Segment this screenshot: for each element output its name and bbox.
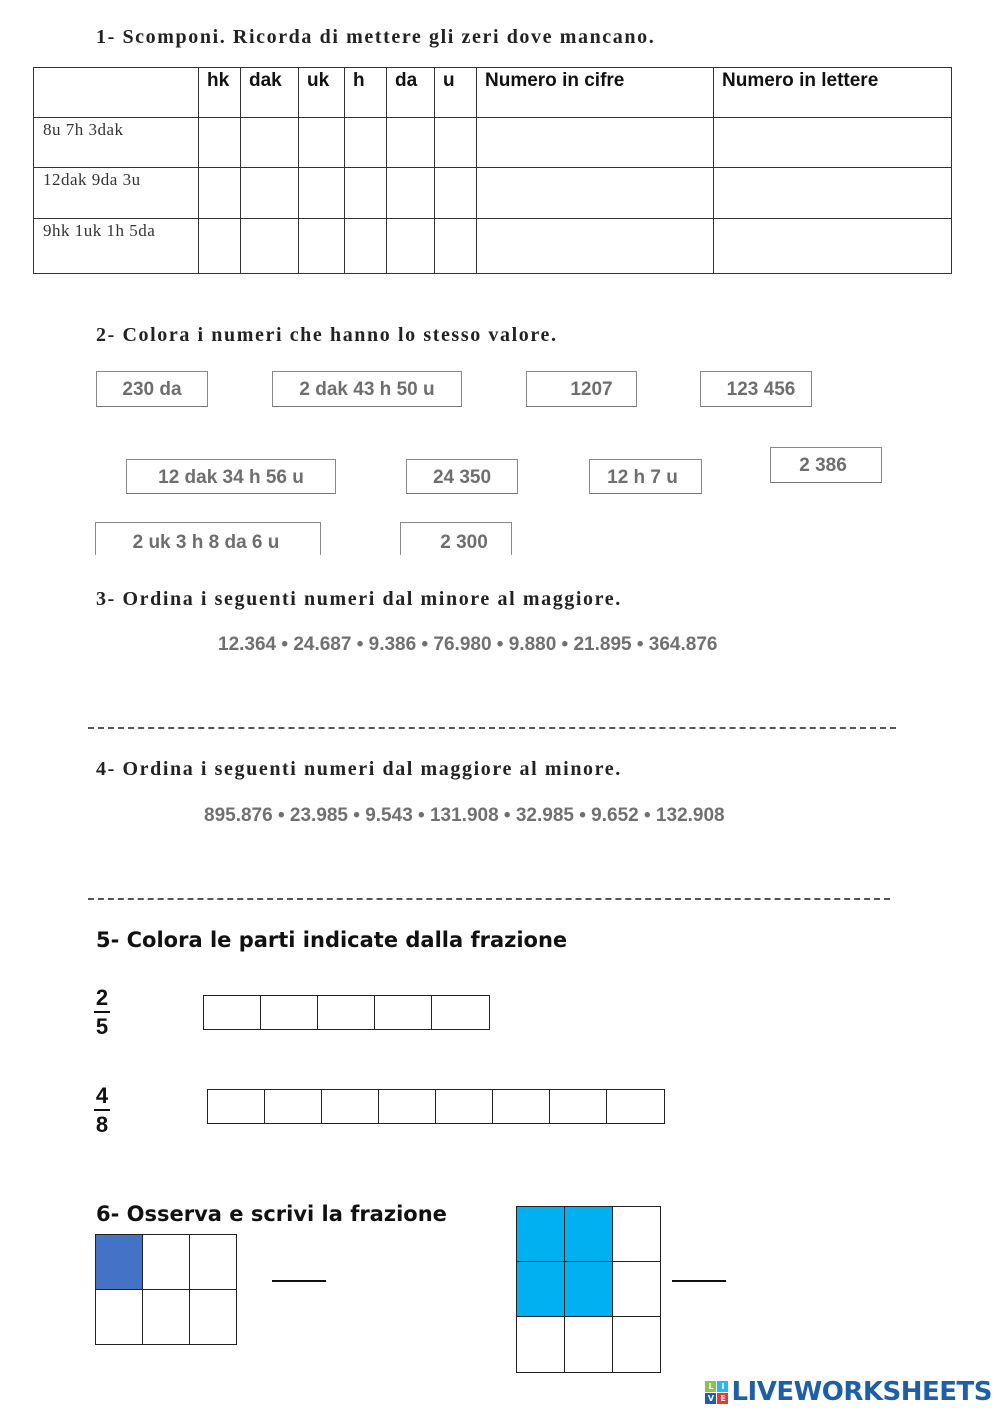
answer-cell[interactable]	[435, 168, 477, 219]
section2-title: 2- Colora i numeri che hanno lo stesso valore.	[96, 324, 558, 346]
grid-cell	[143, 1290, 190, 1345]
table-header-row	[34, 68, 952, 118]
grid-cell	[613, 1317, 661, 1373]
answer-cell[interactable]	[299, 168, 345, 219]
number-box[interactable]: 2 300	[400, 522, 512, 555]
table-row	[34, 118, 952, 168]
fraction-answer-blank[interactable]	[272, 1280, 326, 1282]
header-numero-cifre: Numero in cifre	[477, 68, 714, 118]
number-box[interactable]: 2 uk 3 h 8 da 6 u	[95, 522, 321, 555]
grid-cell	[517, 1207, 565, 1262]
answer-cell[interactable]	[387, 118, 435, 168]
answer-cell[interactable]	[345, 118, 387, 168]
answer-cell[interactable]	[199, 118, 241, 168]
grid-cell	[143, 1235, 190, 1290]
section5-title: 5- Colora le parti indicate dalla frazione	[96, 928, 568, 952]
answer-cell[interactable]	[241, 168, 299, 219]
answer-cell[interactable]	[299, 118, 345, 168]
grid-cell	[96, 1290, 143, 1345]
number-box[interactable]: 123 456	[700, 371, 812, 407]
table-row	[34, 219, 952, 274]
answer-cell[interactable]	[241, 219, 299, 274]
liveworksheets-logo	[705, 1377, 992, 1407]
strip-cell[interactable]	[265, 1090, 322, 1123]
grid-cell	[96, 1235, 143, 1290]
strip-cell[interactable]	[322, 1090, 379, 1123]
answer-cell[interactable]	[241, 118, 299, 168]
answer-cell[interactable]	[435, 219, 477, 274]
number-box[interactable]: 12 dak 34 h 56 u	[126, 459, 336, 494]
row-label: 9hk 1uk 1h 5da	[34, 219, 199, 274]
number-box[interactable]: 1207	[526, 371, 637, 407]
fraction-grid-6	[95, 1234, 237, 1345]
answer-cell[interactable]	[477, 219, 714, 274]
answer-cell[interactable]	[477, 168, 714, 219]
section4-title: 4- Ordina i seguenti numeri dal maggiore al minore.	[96, 758, 622, 780]
number-box[interactable]: 2 386	[770, 447, 882, 483]
header-dak: dak	[241, 68, 299, 118]
brand-name: LIVEWORKSHEETS	[731, 1377, 992, 1407]
numbers-to-order-asc: 12.364 • 24.687 • 9.386 • 76.980 • 9.880 • 21.895 • 364.876	[218, 634, 718, 655]
number-box[interactable]: 24 350	[406, 459, 518, 494]
strip-cell[interactable]	[436, 1090, 493, 1123]
fraction-answer-blank[interactable]	[672, 1280, 726, 1282]
row-label: 12dak 9da 3u	[34, 168, 199, 219]
answer-line[interactable]	[88, 898, 890, 900]
number-box[interactable]: 2 dak 43 h 50 u	[272, 371, 462, 407]
table-row	[34, 168, 952, 219]
answer-cell[interactable]	[299, 219, 345, 274]
fraction-strip-5	[203, 995, 490, 1030]
header-blank	[34, 68, 199, 118]
answer-cell[interactable]	[199, 219, 241, 274]
grid-cell	[613, 1262, 661, 1317]
grid-cell	[190, 1235, 237, 1290]
header-u: u	[435, 68, 477, 118]
strip-cell[interactable]	[261, 996, 318, 1029]
strip-cell[interactable]	[208, 1090, 265, 1123]
header-da: da	[387, 68, 435, 118]
answer-cell[interactable]	[714, 168, 952, 219]
section1-title: 1- Scomponi. Ricorda di mettere gli zeri dove mancano.	[96, 26, 656, 48]
fraction-numerator: 4	[94, 1083, 110, 1111]
strip-cell[interactable]	[432, 996, 489, 1029]
answer-cell[interactable]	[714, 219, 952, 274]
number-box[interactable]: 12 h 7 u	[589, 459, 702, 494]
numbers-to-order-desc: 895.876 • 23.985 • 9.543 • 131.908 • 32.985 • 9.652 • 132.908	[204, 805, 725, 826]
header-uk: uk	[299, 68, 345, 118]
strip-cell[interactable]	[204, 996, 261, 1029]
strip-cell[interactable]	[493, 1090, 550, 1123]
fraction-grid-9	[516, 1206, 661, 1373]
answer-cell[interactable]	[477, 118, 714, 168]
header-hk: hk	[199, 68, 241, 118]
number-box[interactable]: 230 da	[96, 371, 208, 407]
fraction-numerator: 2	[94, 985, 110, 1013]
logo-mark-icon: L I V E	[705, 1381, 728, 1404]
section6-title: 6- Osserva e scrivi la frazione	[96, 1202, 447, 1226]
strip-cell[interactable]	[379, 1090, 436, 1123]
strip-cell[interactable]	[375, 996, 432, 1029]
grid-cell	[565, 1207, 613, 1262]
fraction-two-fifths	[94, 985, 110, 1041]
strip-cell[interactable]	[550, 1090, 607, 1123]
row-label: 8u 7h 3dak	[34, 118, 199, 168]
answer-cell[interactable]	[199, 168, 241, 219]
fraction-denominator: 8	[95, 1112, 109, 1137]
answer-cell[interactable]	[435, 118, 477, 168]
answer-cell[interactable]	[387, 219, 435, 274]
answer-cell[interactable]	[387, 168, 435, 219]
fraction-strip-8	[207, 1089, 665, 1124]
grid-cell	[517, 1262, 565, 1317]
answer-cell[interactable]	[345, 168, 387, 219]
grid-cell	[613, 1207, 661, 1262]
answer-cell[interactable]	[345, 219, 387, 274]
section3-title: 3- Ordina i seguenti numeri dal minore al maggiore.	[96, 588, 622, 610]
header-h: h	[345, 68, 387, 118]
strip-cell[interactable]	[318, 996, 375, 1029]
grid-cell	[565, 1262, 613, 1317]
header-numero-lettere: Numero in lettere	[714, 68, 952, 118]
fraction-denominator: 5	[95, 1014, 109, 1039]
fraction-four-eighths	[94, 1083, 110, 1139]
grid-cell	[565, 1317, 613, 1373]
answer-cell[interactable]	[714, 118, 952, 168]
grid-cell	[517, 1317, 565, 1373]
decomposition-table	[33, 67, 952, 274]
grid-cell	[190, 1290, 237, 1345]
answer-line[interactable]	[88, 727, 896, 729]
strip-cell[interactable]	[607, 1090, 664, 1123]
